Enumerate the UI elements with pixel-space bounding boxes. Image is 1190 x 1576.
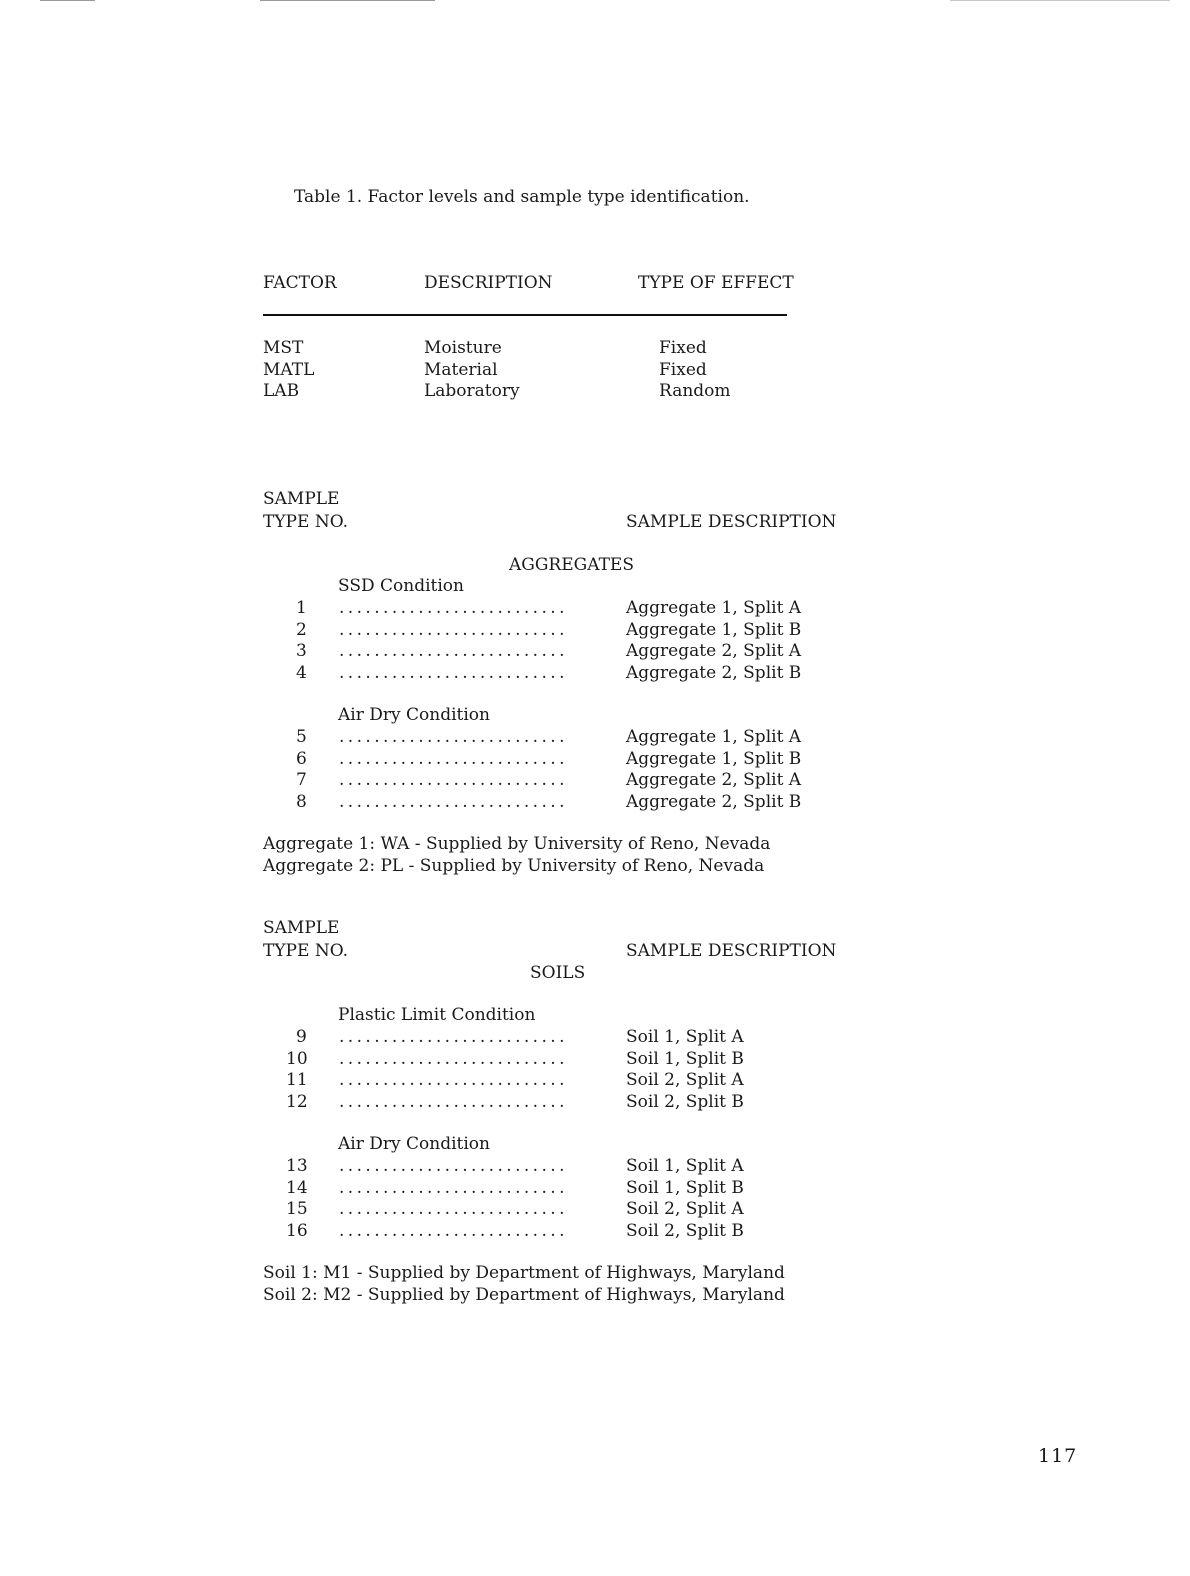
sample-description: Aggregate 1, Split A [626, 727, 802, 747]
sample-row [0, 1027, 1190, 1049]
sample-number: 15 [286, 1199, 308, 1219]
sample-row [0, 749, 1190, 771]
dot-leader: .......................... [339, 662, 568, 683]
dot-leader: .......................... [339, 791, 568, 812]
sample-description: Soil 1, Split A [626, 1156, 744, 1176]
sample-row [0, 641, 1190, 663]
sample-description-header: SAMPLE DESCRIPTION [626, 512, 837, 532]
sample-row [0, 727, 1190, 749]
sample-number: 14 [286, 1177, 308, 1198]
dot-leader: .......................... [339, 1156, 568, 1176]
sample-row [0, 620, 1190, 642]
factor-row [0, 360, 1190, 382]
sample-number: 8 [296, 791, 307, 812]
factor-effect: Random [659, 381, 731, 401]
factor-code: MATL [263, 359, 315, 380]
sample-header: SAMPLE [263, 489, 340, 509]
header-rule [263, 314, 787, 316]
sample-number: 10 [286, 1048, 308, 1069]
sample-description: Soil 2, Split B [626, 1220, 744, 1241]
type-no-header: TYPE NO. [263, 512, 349, 532]
dot-leader: .......................... [339, 1027, 568, 1047]
sample-description: Aggregate 2, Split B [626, 791, 802, 812]
type-no-header: TYPE NO. [263, 941, 349, 961]
sample-description: Soil 2, Split A [626, 1199, 744, 1219]
sample-description: Aggregate 2, Split A [626, 641, 802, 661]
condition-label: Air Dry Condition [338, 1134, 490, 1154]
sample-row [0, 598, 1190, 620]
sample-number: 4 [296, 662, 307, 683]
aggregate-note: Aggregate 1: WA - Supplied by University of Reno, Nevada [263, 834, 771, 854]
sample-description: Aggregate 1, Split B [626, 748, 802, 769]
scan-edge-mark [40, 0, 95, 1]
sample-row [0, 1049, 1190, 1071]
sample-description-header: SAMPLE DESCRIPTION [626, 941, 837, 961]
effect-header: TYPE OF EFFECT [638, 273, 794, 293]
dot-leader: .......................... [339, 1220, 568, 1241]
factor-header: FACTOR [263, 273, 337, 293]
sample-description: Aggregate 2, Split A [626, 770, 802, 790]
sample-number: 16 [286, 1220, 308, 1241]
condition-label: Plastic Limit Condition [338, 1005, 536, 1025]
dot-leader: .......................... [339, 748, 568, 769]
sample-number: 13 [286, 1156, 308, 1176]
scan-edge-mark [950, 0, 1170, 1]
dot-leader: .......................... [339, 770, 568, 790]
factor-description: Moisture [424, 338, 502, 358]
sample-description: Soil 1, Split B [626, 1048, 744, 1069]
sample-row [0, 1199, 1190, 1221]
sample-number: 9 [296, 1027, 307, 1047]
dot-leader: .......................... [339, 598, 568, 618]
sample-row [0, 792, 1190, 814]
sample-description: Soil 1, Split B [626, 1177, 744, 1198]
table-title: Table 1. Factor levels and sample type identification. [294, 187, 750, 207]
factor-row [0, 381, 1190, 403]
sample-number: 7 [296, 770, 307, 790]
sample-number: 12 [286, 1091, 308, 1112]
dot-leader: .......................... [339, 641, 568, 661]
factor-code: MST [263, 338, 304, 358]
sample-row [0, 1092, 1190, 1114]
sample-row [0, 1178, 1190, 1200]
sample-description: Aggregate 2, Split B [626, 662, 802, 683]
sample-number: 2 [296, 619, 307, 640]
dot-leader: .......................... [339, 727, 568, 747]
sample-description: Soil 2, Split A [626, 1070, 744, 1090]
dot-leader: .......................... [339, 1048, 568, 1069]
factor-effect: Fixed [659, 359, 707, 380]
factor-effect: Fixed [659, 338, 707, 358]
section-title-aggregates: AGGREGATES [509, 555, 634, 575]
sample-row [0, 1070, 1190, 1092]
factor-code: LAB [263, 381, 300, 401]
factor-row [0, 338, 1190, 360]
sample-number: 6 [296, 748, 307, 769]
sample-header: SAMPLE [263, 918, 340, 938]
sample-description: Aggregate 1, Split A [626, 598, 802, 618]
factor-description: Laboratory [424, 381, 520, 401]
condition-label: Air Dry Condition [338, 705, 490, 725]
page-number: 117 [1038, 1445, 1078, 1467]
scan-edge-mark [260, 0, 435, 1]
aggregate-note: Aggregate 2: PL - Supplied by University of Reno, Nevada [263, 855, 765, 876]
dot-leader: .......................... [339, 619, 568, 640]
dot-leader: .......................... [339, 1070, 568, 1090]
soil-note: Soil 1: M1 - Supplied by Department of Highways, Maryland [263, 1263, 785, 1283]
sample-description: Soil 1, Split A [626, 1027, 744, 1047]
sample-row [0, 663, 1190, 685]
sample-description: Aggregate 1, Split B [626, 619, 802, 640]
sample-number: 3 [296, 641, 307, 661]
sample-number: 11 [286, 1070, 308, 1090]
dot-leader: .......................... [339, 1091, 568, 1112]
sample-description: Soil 2, Split B [626, 1091, 744, 1112]
dot-leader: .......................... [339, 1199, 568, 1219]
condition-label: SSD Condition [338, 576, 464, 596]
dot-leader: .......................... [339, 1177, 568, 1198]
soil-note: Soil 2: M2 - Supplied by Department of Highways, Maryland [263, 1284, 785, 1305]
sample-row [0, 770, 1190, 792]
factor-description: Material [424, 359, 498, 380]
sample-number: 1 [296, 598, 307, 618]
section-title-soils: SOILS [530, 963, 586, 983]
sample-row [0, 1221, 1190, 1243]
sample-row [0, 1156, 1190, 1178]
description-header: DESCRIPTION [424, 273, 553, 293]
sample-number: 5 [296, 727, 307, 747]
